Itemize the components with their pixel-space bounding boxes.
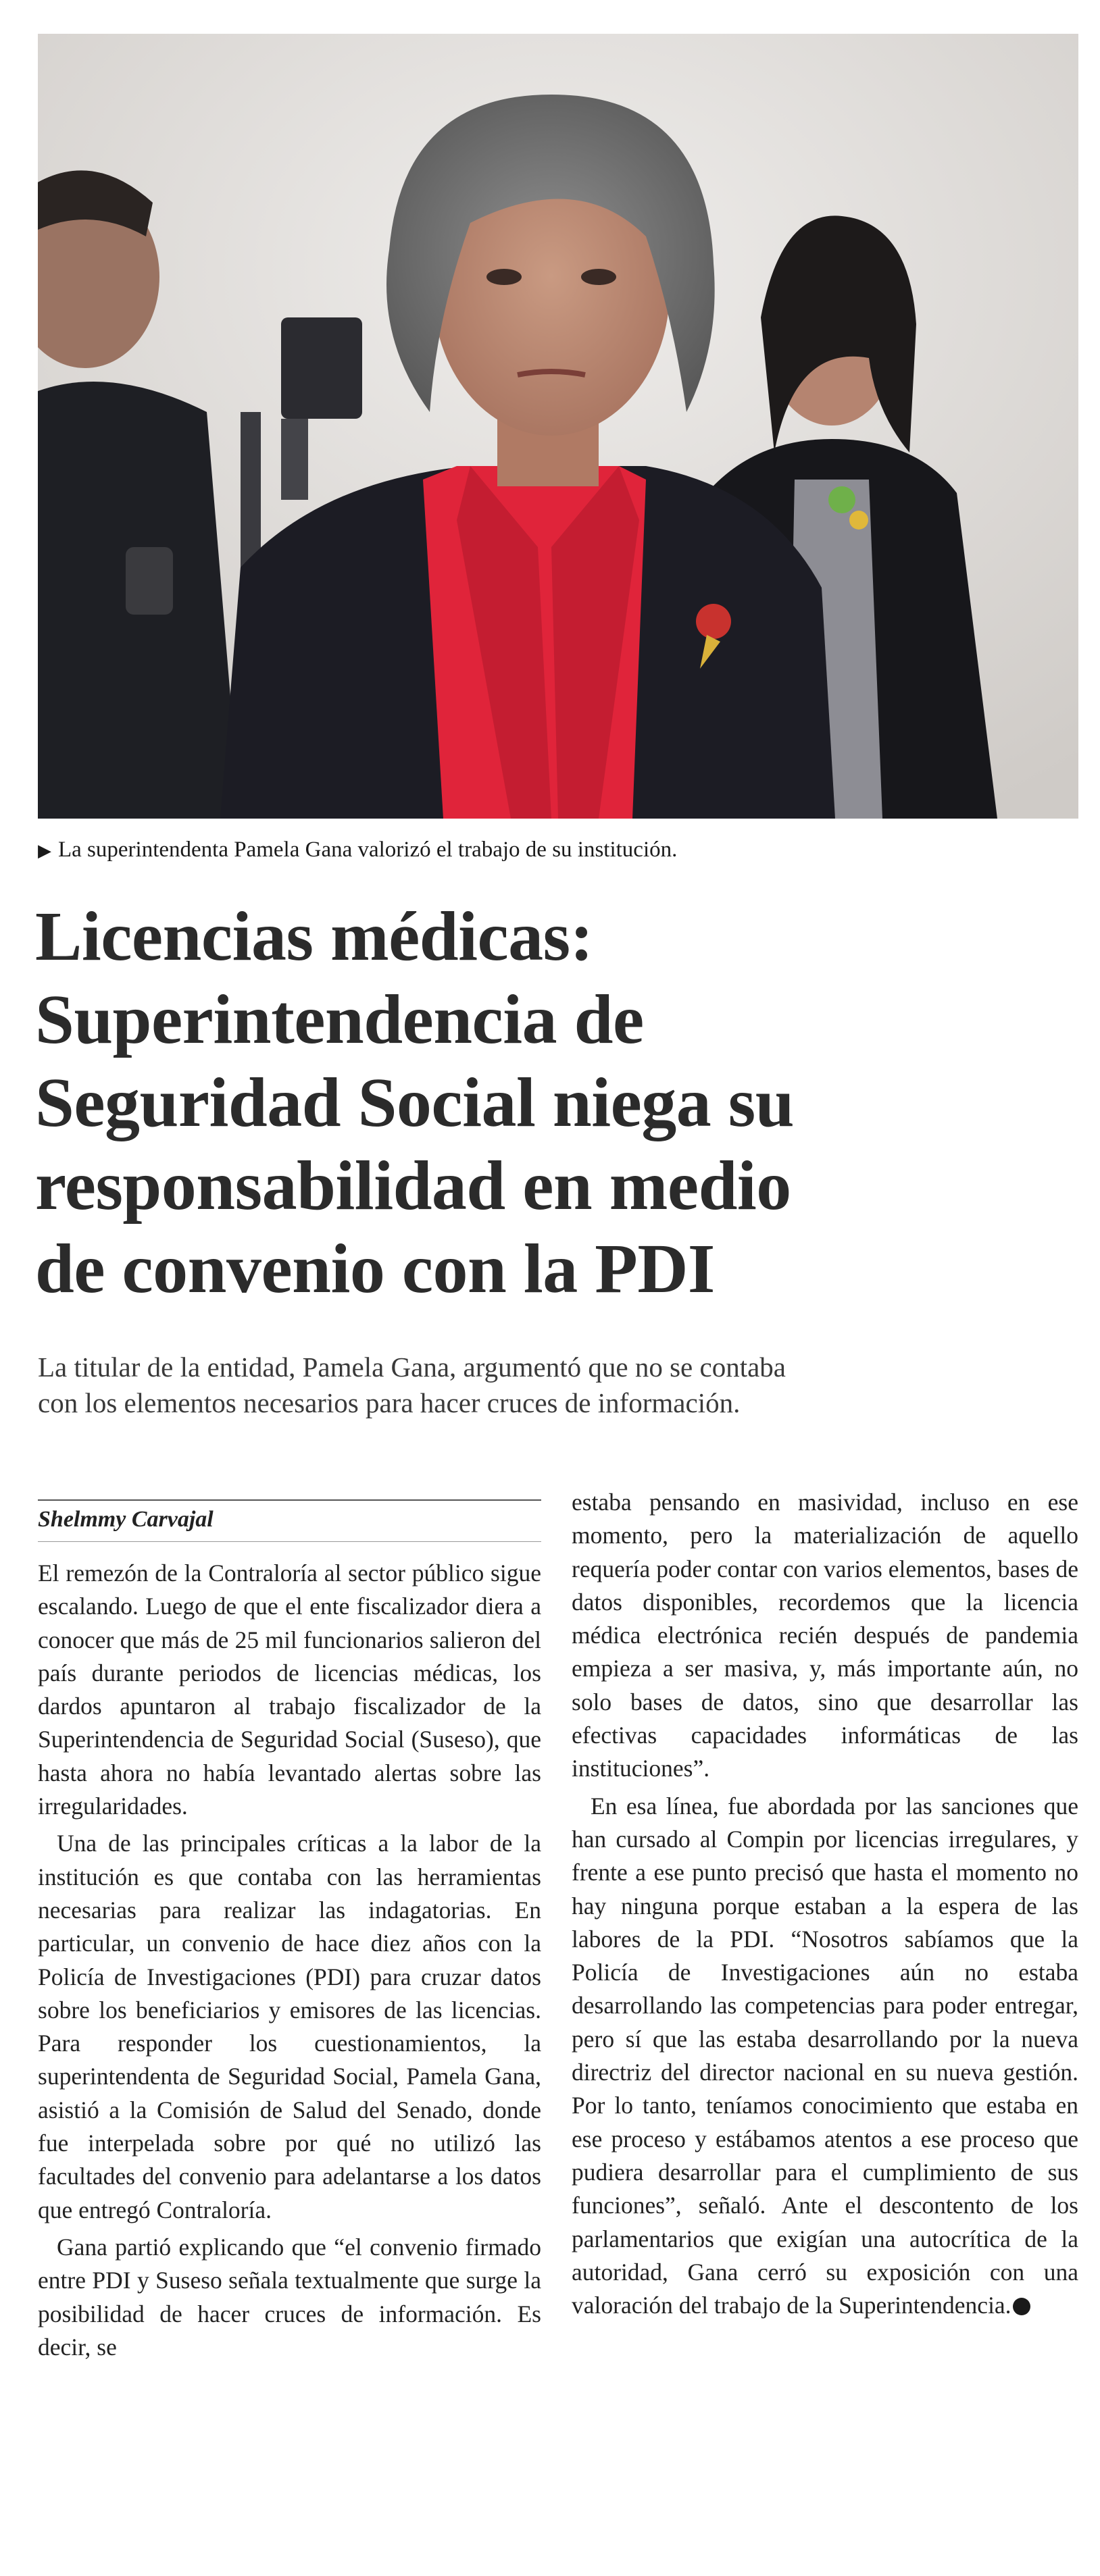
headline-line: Superintendencia de: [35, 981, 644, 1058]
body-paragraph: estaba pensando en masividad, incluso en ese momento, pero la materialización de aquello requería poder contar con varios elementos, bases de datos disponibles, recordemos que la licencia médica electrónica recién después de pandemia empieza a ser masiva, y, más importante aún, no solo bases de datos, sino que desarrollar las efectivas capacidades informáticas de las instituciones”.: [572, 1489, 1078, 1782]
body-paragraph: El remezón de la Contraloría al sector público sigue escalando. Luego de que el ente fiscalizador diera a conocer que más de 25 mil funcionarios salieron del país durante periodos de licencias médicas, los dardos apuntaron al trabajo fiscalizador de la Superintendencia de Seguridad Social (Suseso), que hasta ahora no había levantado alertas sobre las irregularidades.: [38, 1560, 541, 1820]
byline-rule-bottom: [38, 1541, 541, 1542]
caption-triangle-icon: ▶: [38, 841, 51, 861]
headline: [35, 895, 1089, 1310]
end-mark-icon: [1013, 2298, 1030, 2315]
body-paragraph-final: [572, 1790, 1078, 2323]
body-column-right: [572, 1486, 1078, 2326]
byline: Shelmmy Carvajal: [38, 1507, 214, 1532]
byline-rule-top: [38, 1499, 541, 1501]
headline-line: Seguridad Social niega su: [35, 1064, 795, 1141]
subheadline-line: La titular de la entidad, Pamela Gana, argumentó que no se contaba: [38, 1351, 786, 1383]
photo-caption: [38, 835, 1078, 866]
headline-line: Licencias médicas:: [35, 898, 593, 975]
press-photo-icon: [38, 34, 1078, 819]
body-paragraph-text: En esa línea, fue abordada por las sanciones que han cursado al Compin por licencias irregulares, y frente a ese punto precisó que hasta el momento no hay ninguna porque estaban a la espera de las labores de la PDI. “Nosotros sabíamos que la Policía de Investigaciones aún no estaba desarrollando las competencias para poder entregar, pero sí que las estaba desarrollando por la nueva directriz del director nacional en su nueva gestión. Por lo tanto, teníamos conocimiento que estaba en ese proceso y estábamos atentos a ese proceso que pudiera desarrollar para el cumplimiento de sus funciones”, señaló. Ante el descontento de los parlamentarios que exigían una autocrítica de la autoridad, Gana cerró su exposición con una valoración del trabajo de la Superintendencia.: [572, 1792, 1078, 2319]
headline-line: de convenio con la PDI: [35, 1230, 715, 1308]
subheadline-line: con los elementos necesarios para hacer cruces de información.: [38, 1387, 741, 1418]
headline-line: responsabilidad en medio: [35, 1147, 791, 1225]
body-paragraph: Una de las principales críticas a la labor de la institución es que contaba con las herramientas necesarias para realizar las indagatorias. En particular, un convenio de hace diez años con la Policía de Investigaciones (PDI) para cruzar datos sobre los beneficiarios y emisores de las licencias. Para responder los cuestionamientos, la superintendenta de Seguridad Social, Pamela Gana, asistió a la Comisión de Salud del Senado, donde fue interpelada sobre por qué no utilizó las facultades del convenio para adelantarse a los datos que entregó Contraloría.: [38, 1830, 541, 2223]
subheadline: [38, 1349, 1078, 1421]
body-column-left: [38, 1557, 541, 2368]
body-paragraph: Gana partió explicando que “el convenio firmado entre PDI y Suseso señala textualmente que surge la posibilidad de hacer cruces de información. Es decir, se: [38, 2233, 541, 2361]
caption-text: La superintendenta Pamela Gana valorizó el trabajo de su institución.: [58, 838, 678, 862]
article-photo: [38, 34, 1078, 819]
